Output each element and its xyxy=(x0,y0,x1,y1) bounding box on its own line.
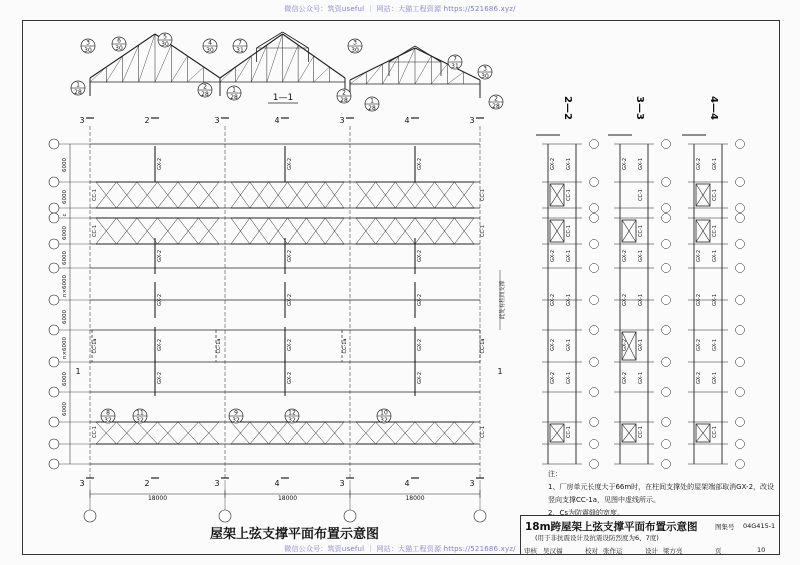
row-axis-bubble xyxy=(49,439,59,449)
skylight-roof xyxy=(283,32,309,48)
row-dimension: c xyxy=(62,213,68,217)
detail-axis-bubble xyxy=(736,214,745,223)
title-block-title: 18m跨屋架上弦支撑平面布置示意图 xyxy=(525,521,698,533)
callout-plan-4-bottom: 32 xyxy=(380,417,388,424)
detail-axis-bubble xyxy=(590,418,599,427)
callout-plan-3-bottom: 32 xyxy=(288,417,296,424)
truss-diagonal xyxy=(399,48,415,84)
detail-axis-bubble xyxy=(662,388,671,397)
gx-label: GX-2 xyxy=(287,338,293,352)
bottom-section-marker: 4 xyxy=(404,479,410,488)
detail-gx-label: GX-2 xyxy=(622,371,628,385)
notes-heading: 注： xyxy=(548,470,562,478)
row-dimension: 6000 xyxy=(62,190,68,204)
detail-axis-bubble xyxy=(590,326,599,335)
row-dimension: n×6000 xyxy=(62,274,68,298)
detail-axis-bubble xyxy=(590,440,599,449)
detail-axis-bubble xyxy=(736,296,745,305)
side-section-marker-right: 1 xyxy=(497,367,503,376)
gx-label: GX-2 xyxy=(157,371,163,385)
truss-diagonal xyxy=(267,34,283,82)
truss-diagonal xyxy=(171,56,187,82)
detail-gx-label: GX-1 xyxy=(638,338,644,352)
detail-axis-bubble xyxy=(590,388,599,397)
callout-section-0-bottom: 30 xyxy=(84,47,92,54)
detail-gx-label: GX-1 xyxy=(566,249,572,263)
cc1a-label: CC-1a xyxy=(92,338,98,354)
callout-section-4-bottom: 31 xyxy=(236,47,244,54)
truss-diagonal xyxy=(106,56,122,82)
detail-gx-label: GX-2 xyxy=(696,249,702,263)
detail-gx-label: GX-2 xyxy=(622,338,628,352)
row-axis-bubble xyxy=(49,417,59,427)
title-block-subtitle: (用于非抗震设计及抗震设防烈度为6、7度) xyxy=(535,534,659,542)
bottom-section-marker: 3 xyxy=(214,479,220,488)
callout-section-b4-bottom: 28 xyxy=(368,105,376,112)
detail-gx-label: GX-2 xyxy=(622,249,628,263)
truss-diagonal xyxy=(350,72,366,84)
detail-axis-bubble xyxy=(662,140,671,149)
callout-section-b1-top: 2 xyxy=(203,83,207,91)
callout-section-3-top: 4 xyxy=(208,39,212,47)
note-line-3: 2、Cs为防震缝的宽度。 xyxy=(548,509,624,517)
plan-title: 屋架上弦支撑平面布置示意图 xyxy=(210,527,380,542)
designer-name: 梁方亮 xyxy=(663,547,683,555)
top-section-marker: 2 xyxy=(144,116,150,125)
detail-axis-bubble xyxy=(662,296,671,305)
note-line-1: 1、厂房单元长度大于66m时，在柱间支撑处的屋架端部取消GX-2，改设 xyxy=(548,483,775,491)
cc1-label: CC-1 xyxy=(480,225,486,237)
detail-gx-label: GX-2 xyxy=(550,338,556,352)
bracing-callout-text: 此处有柱间支撑 xyxy=(500,280,506,320)
callout-plan-4-top: 10 xyxy=(380,409,388,417)
callout-section-1-top: 6 xyxy=(117,37,121,45)
section-details xyxy=(536,135,745,469)
row-dimension: 6000 xyxy=(62,251,68,265)
callout-section-b5-bottom: 28 xyxy=(492,103,500,110)
watermark-bottom: 微信公众号：筑资useful ｜ 网站：大猫工程资源 https://521686.xyz/ xyxy=(284,545,516,553)
page-label: 页 xyxy=(715,547,722,555)
truss-diagonal xyxy=(431,64,447,84)
bottom-section-marker: 3 xyxy=(79,479,85,488)
detail-axis-bubble xyxy=(590,214,599,223)
detail-cc-label: CC-1 xyxy=(566,225,572,237)
row-dimension: 6000 xyxy=(62,310,68,324)
detail-gx-label: GX-1 xyxy=(566,293,572,307)
checker-name: 张作运 xyxy=(603,547,623,555)
detail-gx-label: GX-2 xyxy=(550,249,556,263)
callout-section-b2-bottom: 28 xyxy=(230,94,238,101)
gx-label: GX-2 xyxy=(287,157,293,171)
gx-label: GX-2 xyxy=(417,157,423,171)
span-dimension: 18000 xyxy=(405,495,425,502)
row-dimension: 6000 xyxy=(62,372,68,386)
detail-gx-label: GX-2 xyxy=(550,293,556,307)
detail-gx-label: GX-1 xyxy=(712,293,718,307)
roof-bracing-plan xyxy=(49,116,506,522)
gx-label: GX-2 xyxy=(157,249,163,263)
callout-section-2-top: 5 xyxy=(163,33,167,41)
detail-axis-bubble xyxy=(736,358,745,367)
truss-diagonal xyxy=(314,67,330,82)
check-label: 校对 xyxy=(585,547,598,555)
callout-section-5-top: 3 xyxy=(353,39,357,47)
cc1-label: CC-1 xyxy=(92,189,98,201)
callout-plan-0-bottom: 32 xyxy=(104,417,112,424)
callout-section-7-top: 3 xyxy=(483,65,487,73)
truss-diagonal xyxy=(415,56,431,84)
detail-gx-label: GX-1 xyxy=(638,157,644,171)
detail-gx-label: GX-2 xyxy=(550,371,556,385)
detail-cc-label: CC-1 xyxy=(638,189,644,201)
callout-section-7-bottom: 30 xyxy=(481,73,489,80)
notes xyxy=(548,468,774,520)
callout-section-b5-top: 2 xyxy=(494,95,498,103)
detail-cc-label: CC-1 xyxy=(638,225,644,237)
top-section-marker: 3 xyxy=(339,116,345,125)
detail-gx-label: GX-1 xyxy=(638,249,644,263)
section-label-3-3: 3—3 xyxy=(634,96,645,120)
review-label: 审核 xyxy=(524,547,537,555)
detail-axis-bubble xyxy=(662,418,671,427)
skylight-roof xyxy=(389,46,415,62)
truss-diagonal xyxy=(283,45,299,82)
detail-axis-bubble xyxy=(590,140,599,149)
detail-gx-label: GX-1 xyxy=(638,293,644,307)
cc1-label: CC-1 xyxy=(480,426,486,438)
top-section-marker: 4 xyxy=(274,116,280,125)
reviewer-name: 吴汉福 xyxy=(543,547,563,555)
gx-label: GX-2 xyxy=(417,293,423,307)
detail-axis-bubble xyxy=(736,388,745,397)
gx-label: GX-2 xyxy=(417,338,423,352)
row-axis-bubble xyxy=(49,139,59,149)
gx-label: GX-2 xyxy=(157,157,163,171)
detail-gx-label: GX-1 xyxy=(712,371,718,385)
span-dimension: 18000 xyxy=(277,495,298,502)
gx-label: GX-2 xyxy=(287,293,293,307)
detail-axis-bubble xyxy=(662,326,671,335)
column-axis-bubble xyxy=(219,510,231,522)
callout-plan-1-top: 11 xyxy=(136,409,144,417)
detail-gx-label: GX-2 xyxy=(550,157,556,171)
cc1-label: CC-1 xyxy=(480,189,486,201)
detail-gx-label: GX-1 xyxy=(566,157,572,171)
detail-cc-label: CC-1 xyxy=(566,189,572,201)
truss-diagonal xyxy=(155,45,171,82)
detail-axis-bubble xyxy=(662,204,671,213)
detail-axis-bubble xyxy=(736,204,745,213)
title-block xyxy=(520,515,780,555)
callout-section-3-bottom: 30 xyxy=(206,47,214,54)
truss-diagonal xyxy=(220,67,236,82)
detail-gx-label: GX-2 xyxy=(696,338,702,352)
page-number: 10 xyxy=(757,546,766,554)
callout-plan-2-top: 9 xyxy=(234,409,238,417)
gx-label: GX-2 xyxy=(417,371,423,385)
detail-gx-label: GX-1 xyxy=(712,157,718,171)
cc1a-label: CC-1a xyxy=(216,338,222,354)
detail-gx-label: GX-1 xyxy=(712,249,718,263)
row-axis-bubble xyxy=(49,263,59,273)
truss-diagonal xyxy=(298,56,314,82)
row-dimension: 6000 xyxy=(62,158,68,172)
detail-gx-label: GX-2 xyxy=(696,157,702,171)
detail-cc-label: CC-1 xyxy=(566,426,572,438)
section-label-2-2: 2—2 xyxy=(562,96,573,120)
detail-axis-bubble xyxy=(662,440,671,449)
detail-axis-bubble xyxy=(662,240,671,249)
row-axis-bubble xyxy=(49,177,59,187)
section-1-1-label: 1—1 xyxy=(272,93,294,103)
detail-cc-label: CC-1 xyxy=(638,426,644,438)
detail-axis-bubble xyxy=(736,140,745,149)
bottom-section-marker: 4 xyxy=(274,479,280,488)
top-section-marker: 3 xyxy=(214,116,220,125)
truss-diagonal xyxy=(90,67,106,82)
detail-axis-bubble xyxy=(590,296,599,305)
truss-diagonal xyxy=(448,72,464,84)
callout-section-4-top: 7 xyxy=(238,39,242,47)
row-dimension: n×6000 xyxy=(62,336,68,360)
callout-plan-0-top: 8 xyxy=(106,409,110,417)
cc1a-label: CC-1a xyxy=(480,338,486,354)
gx-label: GX-2 xyxy=(417,249,423,263)
row-axis-bubble xyxy=(49,325,59,335)
row-axis-bubble xyxy=(49,357,59,367)
detail-axis-bubble xyxy=(590,240,599,249)
cc1-label: CC-1 xyxy=(92,426,98,438)
detail-axis-bubble xyxy=(662,358,671,367)
detail-gx-label: GX-1 xyxy=(566,371,572,385)
callout-section-b3-top: 2 xyxy=(342,89,346,97)
top-section-marker: 4 xyxy=(404,116,410,125)
bottom-section-marker: 3 xyxy=(339,479,345,488)
detail-gx-label: GX-2 xyxy=(622,157,628,171)
gx-label: GX-2 xyxy=(157,338,163,352)
detail-axis-bubble xyxy=(662,178,671,187)
section-1-1 xyxy=(71,32,503,112)
detail-gx-label: GX-1 xyxy=(566,338,572,352)
skylight-roof xyxy=(415,46,441,62)
gx-label: GX-2 xyxy=(157,293,163,307)
gx-label: GX-2 xyxy=(287,371,293,385)
row-axis-bubble xyxy=(49,203,59,213)
callout-section-b0-bottom: 28 xyxy=(74,89,82,96)
span-dimension: 18000 xyxy=(147,495,168,502)
detail-axis-bubble xyxy=(662,214,671,223)
callout-section-0-top: 3 xyxy=(86,39,90,47)
callout-plan-3-top: 12 xyxy=(288,409,296,417)
row-dimension: 6000 xyxy=(62,226,68,240)
column-axis-bubble xyxy=(84,510,96,522)
callout-section-2-bottom: 30 xyxy=(161,41,169,48)
detail-cc-label: CC-1 xyxy=(712,189,718,201)
row-axis-bubble xyxy=(49,239,59,249)
section-label-4-4: 4—4 xyxy=(708,96,719,120)
callout-section-5-bottom: 30 xyxy=(351,47,359,54)
detail-cc-label: CC-1 xyxy=(712,225,718,237)
detail-axis-bubble xyxy=(736,440,745,449)
detail-axis-bubble xyxy=(736,178,745,187)
row-axis-bubble xyxy=(49,459,59,469)
detail-gx-label: GX-2 xyxy=(622,293,628,307)
row-axis-bubble xyxy=(49,295,59,305)
row-axis-bubble xyxy=(49,213,59,223)
detail-axis-bubble xyxy=(590,358,599,367)
detail-axis-bubble xyxy=(736,418,745,427)
callout-section-6-top: 7 xyxy=(453,55,457,63)
detail-axis-bubble xyxy=(590,178,599,187)
detail-cc-label: CC-1 xyxy=(712,426,718,438)
design-label: 设计 xyxy=(645,547,658,555)
bottom-section-marker: 2 xyxy=(144,479,150,488)
callout-section-1-bottom: 30 xyxy=(115,45,123,52)
detail-axis-bubble xyxy=(590,264,599,273)
callout-plan-2-bottom: 32 xyxy=(232,417,240,424)
callout-section-6-bottom: 31 xyxy=(451,63,459,70)
atlas-label: 图集号 xyxy=(715,523,735,531)
truss-diagonal xyxy=(188,67,204,82)
detail-gx-label: GX-2 xyxy=(696,293,702,307)
top-section-marker: 3 xyxy=(469,116,475,125)
callout-section-b2-top: 1 xyxy=(232,86,236,94)
cc1a-label: CC-1a xyxy=(342,338,348,354)
callout-section-b1-bottom: 28 xyxy=(201,91,209,98)
row-axis-bubble xyxy=(49,387,59,397)
truss-diagonal xyxy=(236,56,252,82)
side-section-marker-left: 1 xyxy=(75,367,81,376)
column-axis-bubble xyxy=(474,510,486,522)
truss-diagonal xyxy=(366,64,382,84)
detail-axis-bubble xyxy=(590,204,599,213)
detail-gx-label: GX-2 xyxy=(696,371,702,385)
note-line-2: 竖向支撑CC-1a，见图中虚线所示。 xyxy=(548,496,661,504)
detail-gx-label: GX-1 xyxy=(638,371,644,385)
detail-axis-bubble xyxy=(736,264,745,273)
callout-section-b3-bottom: 28 xyxy=(340,97,348,104)
top-section-marker: 3 xyxy=(79,116,85,125)
callout-section-b4-top: 1 xyxy=(370,97,374,105)
detail-gx-label: GX-1 xyxy=(712,338,718,352)
bottom-section-marker: 3 xyxy=(469,479,475,488)
truss-diagonal xyxy=(139,34,155,82)
row-dimension: 6000 xyxy=(62,402,68,416)
cc1-label: CC-1 xyxy=(92,225,98,237)
column-axis-bubble xyxy=(344,510,356,522)
detail-axis-bubble xyxy=(736,240,745,249)
callout-plan-1-bottom: 32 xyxy=(136,417,144,424)
watermark-top: 微信公众号：筑资useful ｜ 网站：大猫工程资源 https://521686.xyz/ xyxy=(284,5,516,13)
gx-label: GX-2 xyxy=(287,249,293,263)
atlas-number: 04G415-1 xyxy=(743,522,776,530)
detail-axis-bubble xyxy=(736,326,745,335)
callout-section-b0-top: 1 xyxy=(76,81,80,89)
detail-axis-bubble xyxy=(662,264,671,273)
